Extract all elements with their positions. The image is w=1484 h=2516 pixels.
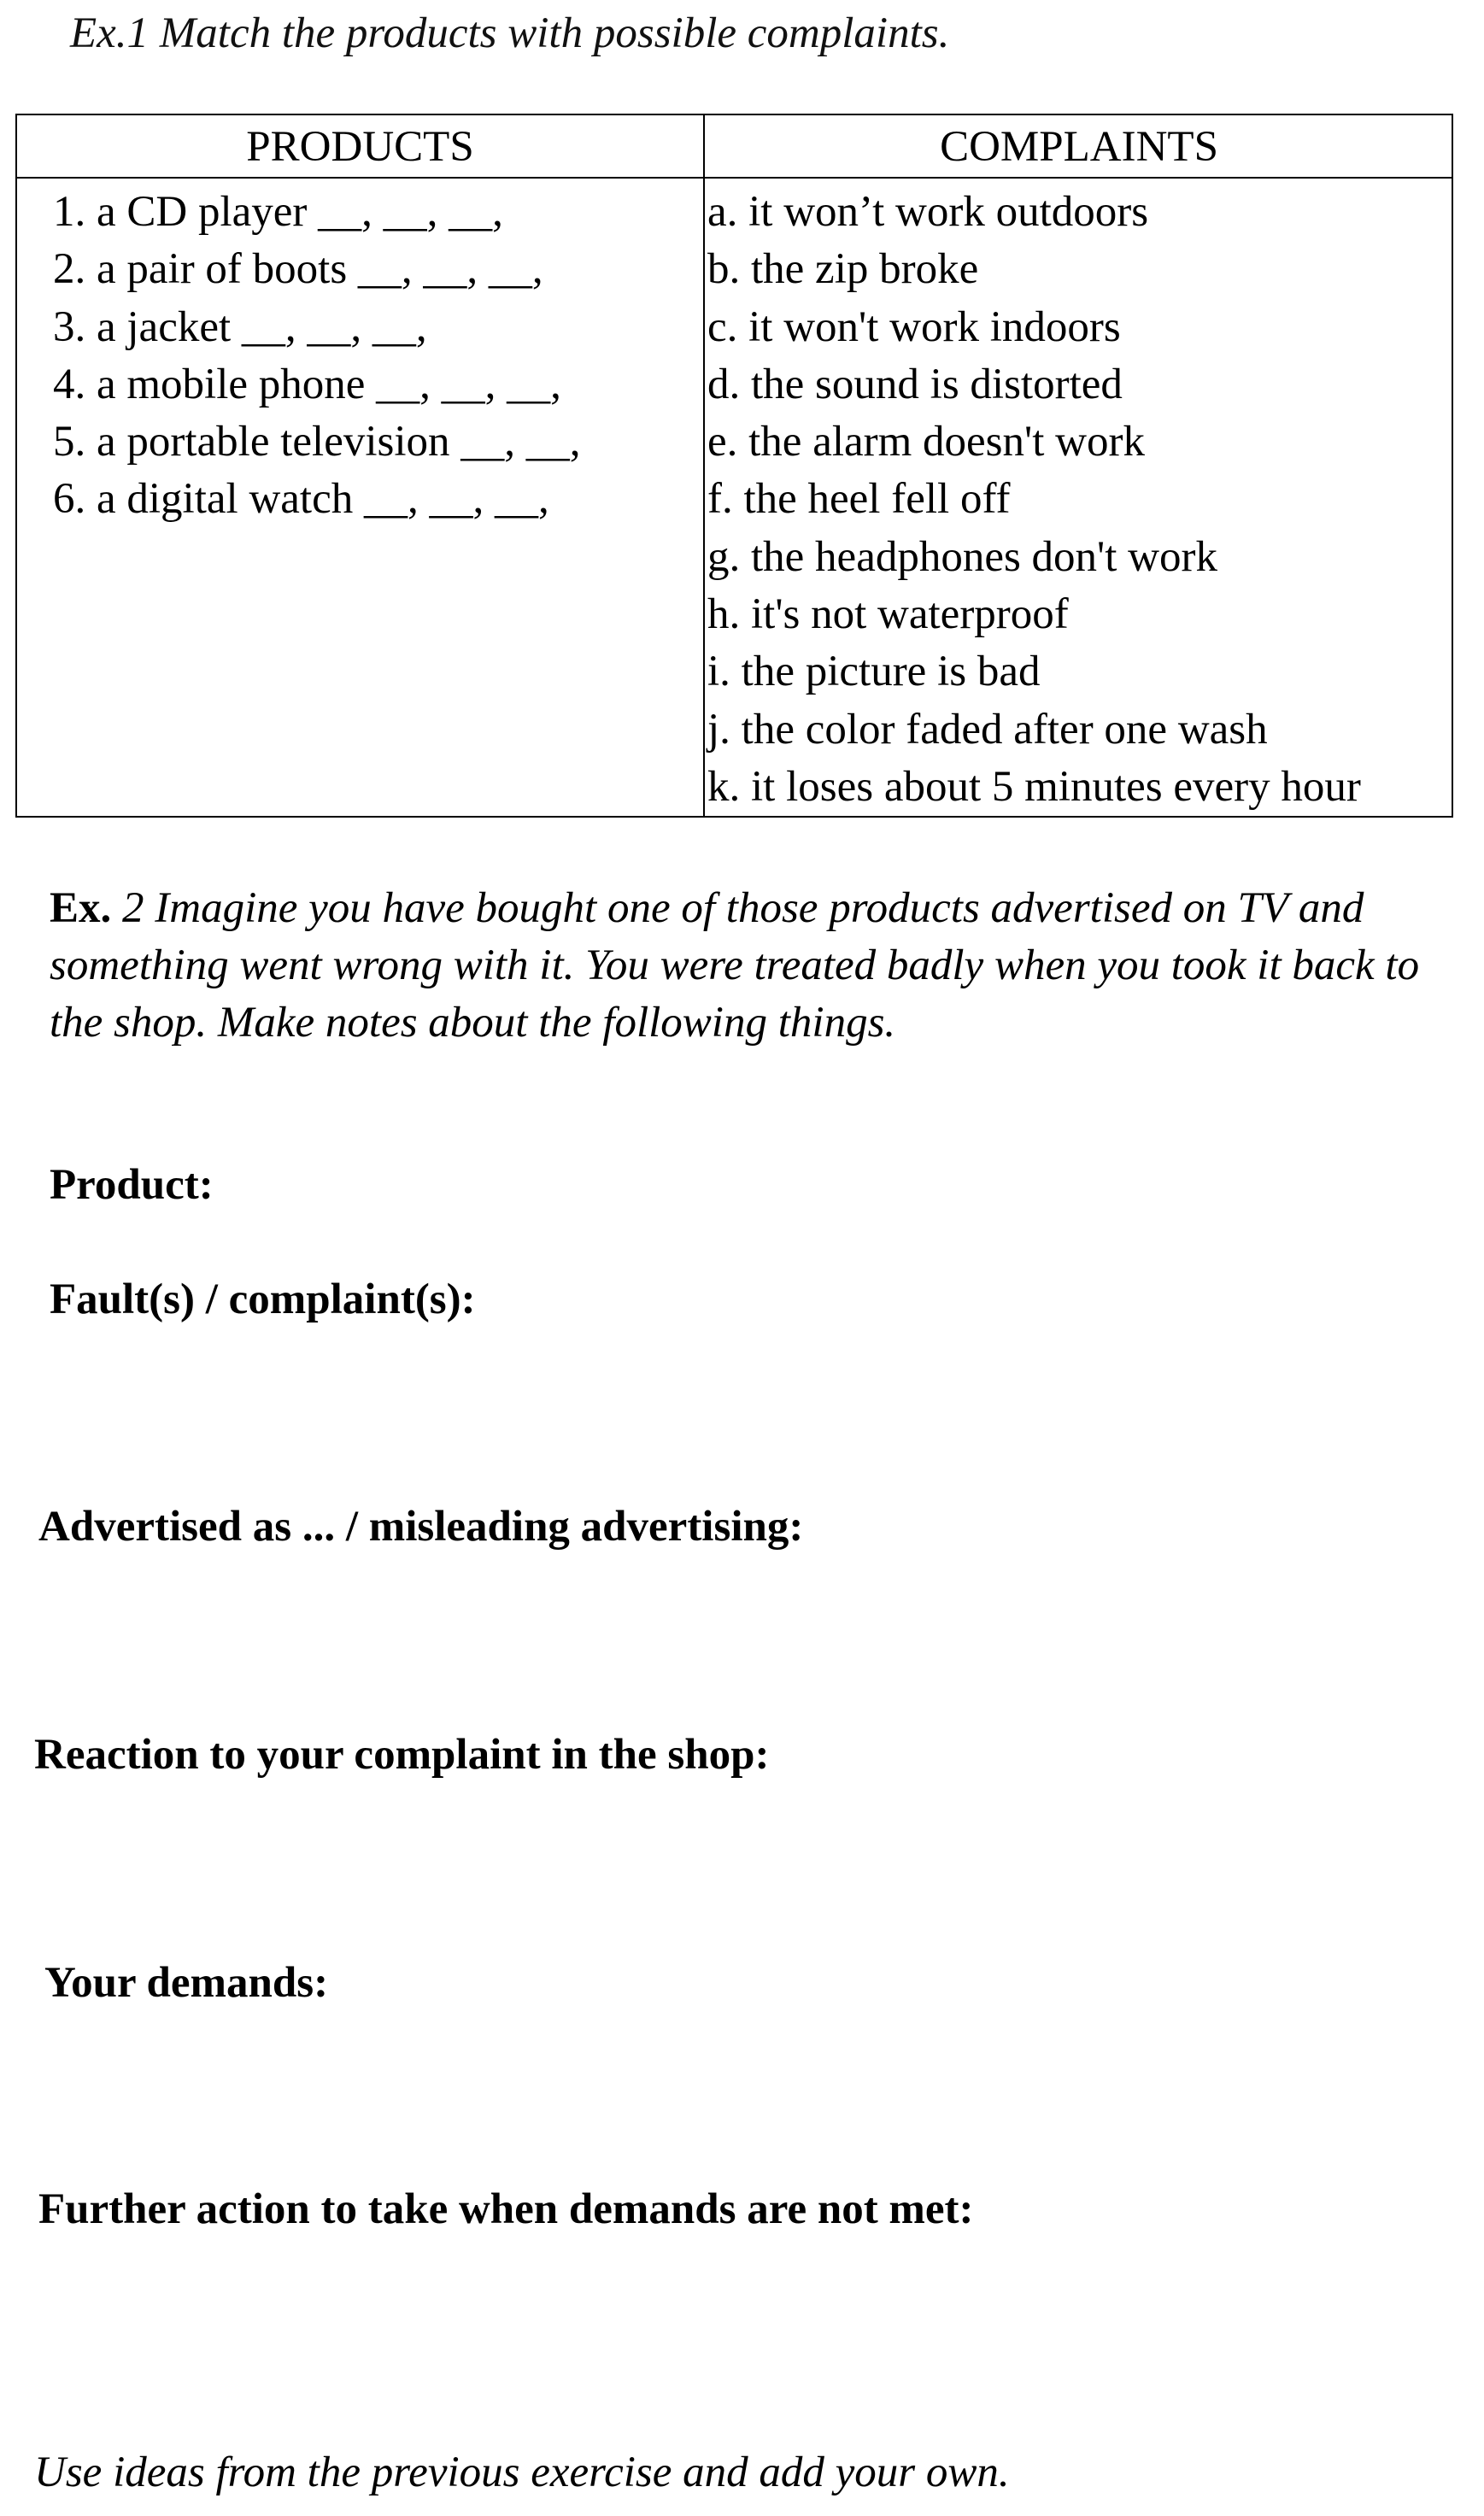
complaint-item: e. the alarm doesn't work xyxy=(707,418,1145,466)
complaint-item: a. it won’t work outdoors xyxy=(707,188,1149,236)
product-item: 3. a jacket __, __, __, xyxy=(53,302,427,351)
product-label: Product: xyxy=(50,1161,214,1209)
product-item: 1. a CD player __, __, __, xyxy=(53,188,503,236)
products-header: PRODUCTS xyxy=(246,123,474,171)
products-list xyxy=(53,184,581,529)
complaint-item: b. the zip broke xyxy=(707,245,979,294)
product-item: 4. a mobile phone __, __, __, xyxy=(53,360,561,408)
table-column-divider xyxy=(703,115,705,816)
further-action-label: Further action to take when demands are not met: xyxy=(38,2185,974,2233)
complaint-item: f. the heel fell off xyxy=(707,475,1011,524)
complaint-item: j. the color faded after one wash xyxy=(707,705,1268,754)
complaints-header: COMPLAINTS xyxy=(940,123,1218,171)
exercise-2-instructions xyxy=(50,880,1451,1052)
advertised-label: Advertised as ... / misleading advertising: xyxy=(38,1503,804,1551)
reaction-label: Reaction to your complaint in the shop: xyxy=(34,1731,770,1779)
complaint-item: g. the headphones don't work xyxy=(707,532,1217,581)
exercise-2-label: Ex. xyxy=(50,884,112,932)
complaint-item: c. it won't work indoors xyxy=(707,302,1121,351)
product-item: 5. a portable television __, __, xyxy=(53,418,581,466)
complaint-item: h. it's not waterproof xyxy=(707,590,1069,639)
product-item: 6. a digital watch __, __, __, xyxy=(53,475,549,524)
complaint-item: i. the picture is bad xyxy=(707,648,1041,696)
exercise-1-title: Ex.1 Match the products with possible complaints. xyxy=(70,9,950,57)
footer-instruction: Use ideas from the previous exercise and add your own. xyxy=(34,2449,1010,2496)
complaints-list xyxy=(707,184,1361,816)
demands-label: Your demands: xyxy=(44,1959,329,2007)
faults-label: Fault(s) / complaint(s): xyxy=(50,1276,476,1323)
matching-table xyxy=(15,114,1453,818)
exercise-2-text: 2 Imagine you have bought one of those products advertised on TV and something went wrong with it. You were treated badly when you took it back to the shop. Make notes about the following things. xyxy=(50,884,1420,1047)
table-header-divider xyxy=(17,177,1452,179)
complaint-item: d. the sound is distorted xyxy=(707,360,1123,408)
product-item: 2. a pair of boots __, __, __, xyxy=(53,245,543,294)
complaint-item: k. it loses about 5 minutes every hour xyxy=(707,762,1361,811)
